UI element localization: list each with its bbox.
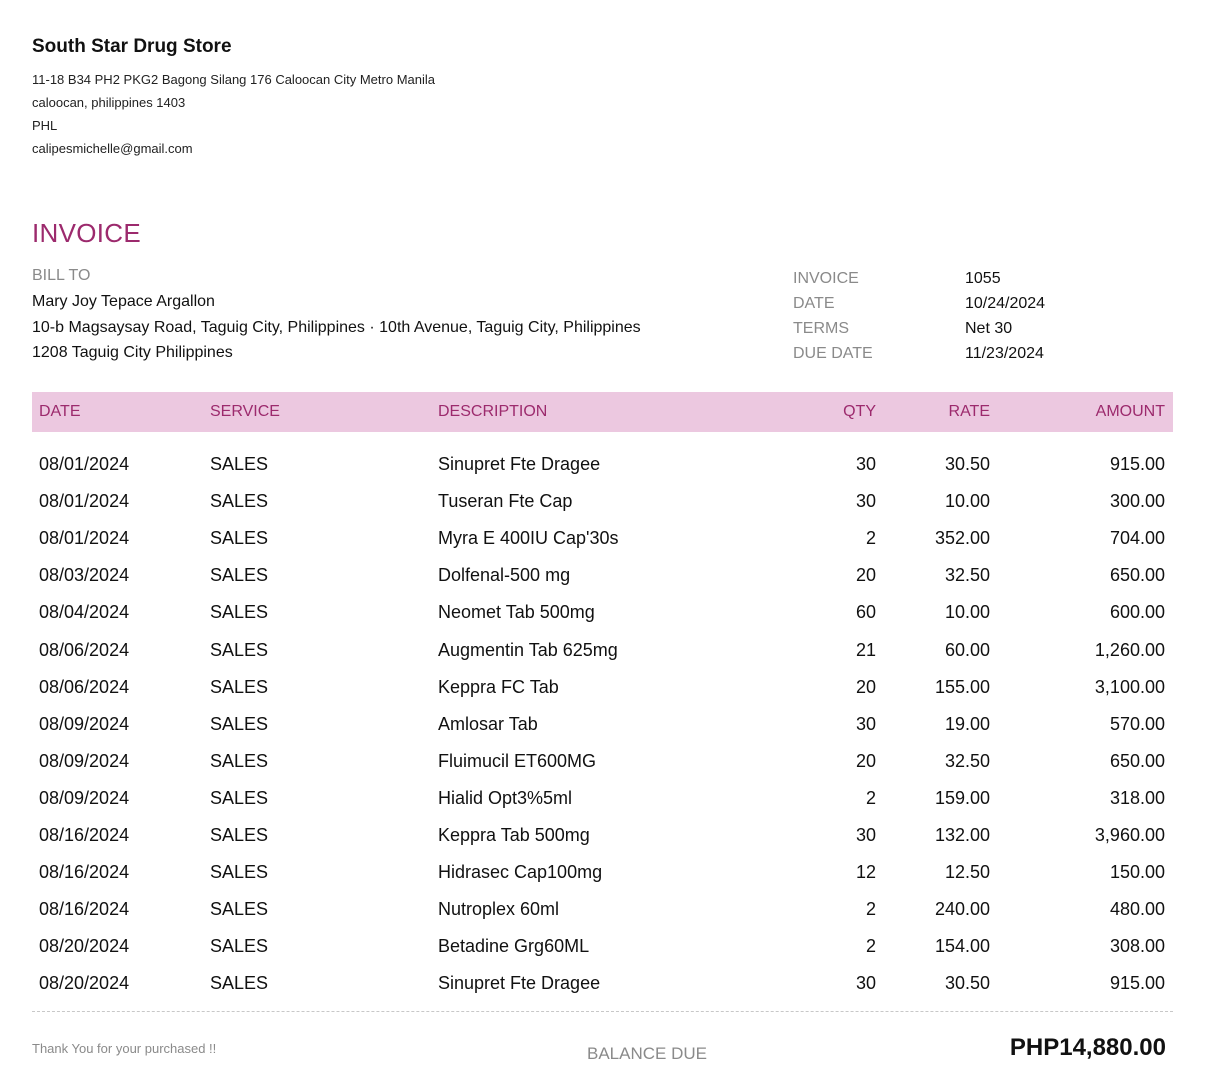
meta-value: 11/23/2024	[965, 344, 1044, 362]
meta-row-date	[793, 291, 1045, 316]
cell-description: Keppra Tab 500mg	[438, 824, 590, 845]
table-row	[32, 854, 1173, 891]
invoice-meta	[793, 266, 1045, 366]
table-header-row	[32, 392, 1173, 432]
table-row	[32, 483, 1173, 520]
cell-qty: 30	[855, 454, 876, 475]
cell-service: SALES	[210, 936, 269, 957]
company-info	[32, 36, 435, 160]
table-header	[32, 392, 1173, 432]
cell-description: Keppra FC Tab	[438, 676, 559, 697]
cell-service: SALES	[210, 602, 269, 623]
meta-row-terms	[793, 316, 1045, 341]
cell-qty: 30	[855, 824, 876, 845]
meta-row-due-date	[793, 341, 1045, 366]
cell-amount: 600.00	[1109, 602, 1165, 623]
cell-qty: 2	[865, 787, 876, 808]
cell-description: Fluimucil ET600MG	[438, 750, 597, 771]
cell-service: SALES	[210, 787, 269, 808]
line-items-table	[32, 392, 1173, 1002]
cell-amount: 480.00	[1109, 899, 1165, 920]
table-row	[32, 780, 1173, 817]
cell-rate: 32.50	[944, 750, 990, 771]
cell-service: SALES	[210, 639, 269, 660]
cell-rate: 30.50	[944, 454, 990, 475]
cell-description: Nutroplex 60ml	[438, 899, 560, 920]
cell-date: 08/01/2024	[39, 491, 130, 512]
table-row	[32, 594, 1173, 631]
header-service: SERVICE	[210, 392, 438, 432]
cell-description: Augmentin Tab 625mg	[438, 639, 618, 660]
cell-description: Sinupret Fte Dragee	[438, 973, 601, 994]
cell-date: 08/16/2024	[39, 862, 130, 883]
cell-description: Sinupret Fte Dragee	[438, 454, 601, 475]
company-address-line2: caloocan, philippines 1403	[32, 95, 186, 110]
table-row	[32, 928, 1173, 965]
cell-amount: 915.00	[1109, 973, 1165, 994]
cell-amount: 318.00	[1109, 787, 1165, 808]
cell-qty: 2	[865, 899, 876, 920]
cell-rate: 12.50	[944, 862, 990, 883]
bill-to-address-line1: 10-b Magsaysay Road, Taguig City, Philippines · 10th Avenue, Taguig City, Philippines	[32, 318, 641, 336]
cell-date: 08/03/2024	[39, 565, 130, 586]
cell-description: Hialid Opt3%5ml	[438, 787, 573, 808]
cell-date: 08/06/2024	[39, 676, 130, 697]
bill-to-label: BILL TO	[32, 267, 91, 284]
meta-value: Net 30	[965, 319, 1013, 337]
cell-description: Tuseran Fte Cap	[438, 491, 573, 512]
cell-amount: 570.00	[1109, 713, 1165, 734]
meta-value: 10/24/2024	[965, 294, 1046, 312]
balance-due-label: BALANCE DUE	[587, 1044, 707, 1063]
cell-service: SALES	[210, 454, 269, 475]
meta-label: INVOICE	[793, 269, 859, 287]
cell-description: Betadine Grg60ML	[438, 936, 590, 957]
cell-qty: 20	[855, 750, 876, 771]
cell-amount: 300.00	[1109, 491, 1165, 512]
cell-amount: 1,260.00	[1094, 639, 1165, 660]
cell-qty: 60	[855, 602, 876, 623]
header-date: DATE	[32, 392, 210, 432]
bill-to-name: Mary Joy Tepace Argallon	[32, 293, 215, 310]
cell-rate: 10.00	[944, 491, 990, 512]
meta-label: DUE DATE	[793, 344, 873, 362]
cell-description: Hidrasec Cap100mg	[438, 862, 603, 883]
cell-date: 08/09/2024	[39, 750, 130, 771]
cell-service: SALES	[210, 491, 269, 512]
cell-rate: 30.50	[944, 973, 990, 994]
cell-qty: 2	[865, 528, 876, 549]
cell-service: SALES	[210, 528, 269, 549]
cell-service: SALES	[210, 713, 269, 734]
cell-qty: 20	[855, 676, 876, 697]
cell-amount: 150.00	[1109, 862, 1165, 883]
cell-amount: 704.00	[1109, 528, 1165, 549]
cell-qty: 30	[855, 491, 876, 512]
cell-amount: 650.00	[1109, 565, 1165, 586]
table-row	[32, 891, 1173, 928]
invoice-title: INVOICE	[32, 218, 142, 248]
cell-qty: 2	[865, 936, 876, 957]
cell-date: 08/04/2024	[39, 602, 130, 623]
table-row	[32, 817, 1173, 854]
table-row	[32, 669, 1173, 706]
cell-amount: 308.00	[1109, 936, 1165, 957]
cell-date: 08/20/2024	[39, 973, 130, 994]
table-row	[32, 743, 1173, 780]
table-row	[32, 432, 1173, 483]
cell-description: Myra E 400IU Cap'30s	[438, 528, 619, 549]
header-qty: QTY	[768, 392, 876, 432]
table-row	[32, 557, 1173, 594]
meta-row-invoice	[793, 266, 1045, 291]
table-row	[32, 631, 1173, 668]
cell-description: Dolfenal-500 mg	[438, 565, 571, 586]
cell-service: SALES	[210, 899, 269, 920]
cell-description: Neomet Tab 500mg	[438, 602, 595, 623]
header-amount: AMOUNT	[990, 392, 1173, 432]
cell-rate: 60.00	[944, 639, 990, 660]
meta-label: TERMS	[793, 319, 849, 337]
cell-date: 08/20/2024	[39, 936, 130, 957]
company-name: South Star Drug Store	[32, 36, 232, 57]
cell-date: 08/09/2024	[39, 787, 130, 808]
cell-qty: 12	[855, 862, 876, 883]
footer-divider	[32, 1011, 1173, 1012]
header-description: DESCRIPTION	[438, 392, 768, 432]
cell-qty: 21	[855, 639, 876, 660]
cell-rate: 352.00	[934, 528, 990, 549]
table-row	[32, 520, 1173, 557]
cell-date: 08/16/2024	[39, 824, 130, 845]
cell-date: 08/16/2024	[39, 899, 130, 920]
cell-rate: 132.00	[934, 824, 990, 845]
cell-date: 08/09/2024	[39, 713, 130, 734]
cell-service: SALES	[210, 565, 269, 586]
cell-rate: 240.00	[934, 899, 990, 920]
cell-service: SALES	[210, 862, 269, 883]
header-rate: RATE	[876, 392, 990, 432]
table-row	[32, 706, 1173, 743]
table-body	[32, 432, 1173, 1002]
balance-due-value: PHP14,880.00	[1009, 1034, 1166, 1061]
cell-date: 08/01/2024	[39, 528, 130, 549]
meta-label: DATE	[793, 294, 835, 312]
cell-rate: 159.00	[934, 787, 990, 808]
cell-qty: 30	[855, 713, 876, 734]
bill-to-section	[32, 266, 641, 366]
cell-service: SALES	[210, 676, 269, 697]
cell-service: SALES	[210, 973, 269, 994]
company-email: calipesmichelle@gmail.com	[32, 141, 193, 156]
company-country: PHL	[32, 118, 58, 133]
cell-amount: 3,100.00	[1094, 676, 1165, 697]
cell-amount: 915.00	[1109, 454, 1165, 475]
footer-note: Thank You for your purchased !!	[32, 1041, 217, 1056]
cell-service: SALES	[210, 824, 269, 845]
cell-amount: 3,960.00	[1094, 824, 1165, 845]
cell-rate: 155.00	[934, 676, 990, 697]
company-address-line1: 11-18 B34 PH2 PKG2 Bagong Silang 176 Caloocan City Metro Manila	[32, 72, 435, 87]
cell-description: Amlosar Tab	[438, 713, 538, 734]
cell-service: SALES	[210, 750, 269, 771]
cell-rate: 10.00	[944, 602, 990, 623]
cell-amount: 650.00	[1109, 750, 1165, 771]
cell-qty: 30	[855, 973, 876, 994]
meta-value: 1055	[965, 269, 1001, 287]
cell-rate: 19.00	[944, 713, 990, 734]
bill-to-address-line2: 1208 Taguig City Philippines	[32, 344, 233, 361]
cell-rate: 154.00	[934, 936, 990, 957]
cell-qty: 20	[855, 565, 876, 586]
cell-date: 08/01/2024	[39, 454, 130, 475]
cell-date: 08/06/2024	[39, 639, 130, 660]
table-row	[32, 965, 1173, 1002]
cell-rate: 32.50	[944, 565, 990, 586]
